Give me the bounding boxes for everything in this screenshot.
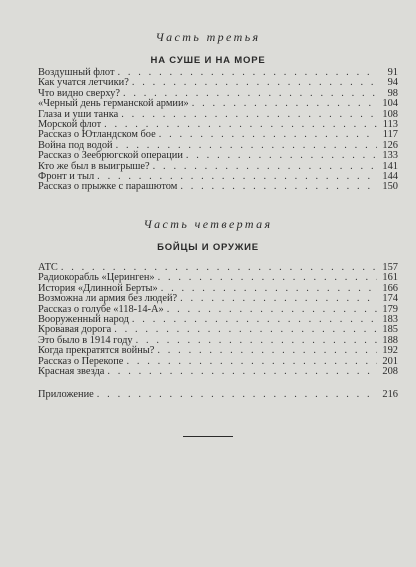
toc-entry-page: 216 xyxy=(382,389,398,400)
toc-entry-page: 141 xyxy=(382,160,398,172)
toc-leader-dots xyxy=(121,110,377,120)
toc-entry-page: 98 xyxy=(387,87,398,99)
toc-entry-title: Радиокорабль «Церинген» xyxy=(38,272,155,284)
end-rule xyxy=(183,436,233,437)
toc-entry-page: 133 xyxy=(382,150,398,162)
toc-entry-page: 104 xyxy=(382,98,398,110)
part-three-heading: Часть третья xyxy=(155,30,261,44)
toc-leader-dots xyxy=(167,305,377,315)
toc-entry-title: Кто же был в выигрыше? xyxy=(38,160,150,172)
toc-entry-page: 201 xyxy=(382,355,398,367)
toc-entry-title: Фронт и тыл xyxy=(38,170,95,182)
toc-entry-title: Глаза и уши танка xyxy=(38,108,119,120)
part-four-heading: Часть четвертая xyxy=(143,217,273,231)
toc-entry-page: 174 xyxy=(382,293,398,305)
toc-entry-title: Война под водой xyxy=(38,139,113,151)
section-heading-fighters-weapons: БОЙЦЫ И ОРУЖИЕ xyxy=(157,242,259,253)
toc-entry-title: Приложение xyxy=(38,389,94,400)
toc-entry-title: Вооруженный народ xyxy=(38,313,129,325)
toc-leader-dots xyxy=(186,151,377,161)
toc-part-four xyxy=(38,263,398,377)
toc-leader-dots xyxy=(192,99,377,109)
toc-entry-title: Рассказ о прыжке с парашютом xyxy=(38,181,178,193)
toc-entry-page: 108 xyxy=(382,108,398,120)
toc-entry-page: 179 xyxy=(382,303,398,315)
toc-leader-dots xyxy=(158,273,377,283)
toc-entry-page: 192 xyxy=(382,345,398,357)
toc-entry[interactable] xyxy=(38,151,398,161)
toc-entry-page: 183 xyxy=(382,313,398,325)
toc-entry-page: 144 xyxy=(382,170,398,182)
toc-leader-dots xyxy=(114,325,377,335)
toc-entry-title: Красная звезда xyxy=(38,365,105,377)
toc-entry-title: Морской флот xyxy=(38,118,102,130)
toc-leader-dots xyxy=(180,294,377,304)
toc-leader-dots xyxy=(153,162,377,172)
toc-entry-page: 91 xyxy=(387,67,398,78)
toc-entry-page: 161 xyxy=(382,272,398,284)
toc-entry-page: 126 xyxy=(382,139,398,151)
toc-leader-dots xyxy=(161,284,377,294)
toc-entry-title: Рассказ о Перекопе xyxy=(38,355,124,367)
toc-entry-page: 113 xyxy=(382,118,398,130)
toc-entry-title: Рассказ о Ютландском бое xyxy=(38,129,156,141)
toc-entry-title: «Черный день германской армии» xyxy=(38,98,189,110)
toc-entry-title: Рассказ о Зеебрюгской операции xyxy=(38,150,183,162)
toc-entry[interactable] xyxy=(38,182,398,192)
toc-entry-title: Как учатся летчики? xyxy=(38,77,129,89)
toc-leader-dots xyxy=(180,182,377,192)
toc-entry-title: Это было в 1914 году xyxy=(38,334,133,346)
toc-entry-title: АТС xyxy=(38,262,58,273)
toc-leader-dots xyxy=(132,315,377,325)
toc-leader-dots xyxy=(107,367,377,377)
toc-leader-dots xyxy=(157,346,377,356)
toc-entry-page: 185 xyxy=(382,324,398,336)
toc-entry-title: История «Длинной Берты» xyxy=(38,282,158,294)
section-heading-land-sea: НА СУШЕ И НА МОРЕ xyxy=(150,55,266,66)
toc-entry-title: Что видно сверху? xyxy=(38,87,120,99)
toc-leader-dots xyxy=(97,390,377,400)
toc-entry-title: Рассказ о голубе «118-14-А» xyxy=(38,303,164,315)
toc-entry[interactable] xyxy=(38,367,398,377)
toc-leader-dots xyxy=(136,336,377,346)
toc-part-three xyxy=(38,68,398,193)
toc-entry-page: 208 xyxy=(382,365,398,377)
toc-entry[interactable] xyxy=(38,346,398,356)
toc-entry-title: Возможна ли армия без людей? xyxy=(38,293,178,305)
toc-entry-page: 150 xyxy=(382,181,398,193)
toc-entry-page: 166 xyxy=(382,282,398,294)
toc-entry[interactable] xyxy=(38,294,398,304)
toc-entry-title: Воздушный флот xyxy=(38,67,115,78)
toc-leader-dots xyxy=(132,78,377,88)
toc-entry-title: Когда прекратятся войны? xyxy=(38,345,155,357)
toc-entry-title: Кровавая дорога xyxy=(38,324,112,336)
toc-entry-page: 157 xyxy=(382,262,398,273)
toc-entry-appendix[interactable] xyxy=(38,390,398,400)
toc-appendix xyxy=(38,390,398,400)
toc-entry-page: 188 xyxy=(382,334,398,346)
toc-leader-dots xyxy=(126,357,377,367)
toc-entry-page: 117 xyxy=(382,129,398,141)
toc-entry-page: 94 xyxy=(387,77,398,89)
toc-leader-dots xyxy=(117,68,377,78)
toc-entry[interactable] xyxy=(38,99,398,109)
toc-leader-dots xyxy=(159,130,377,140)
